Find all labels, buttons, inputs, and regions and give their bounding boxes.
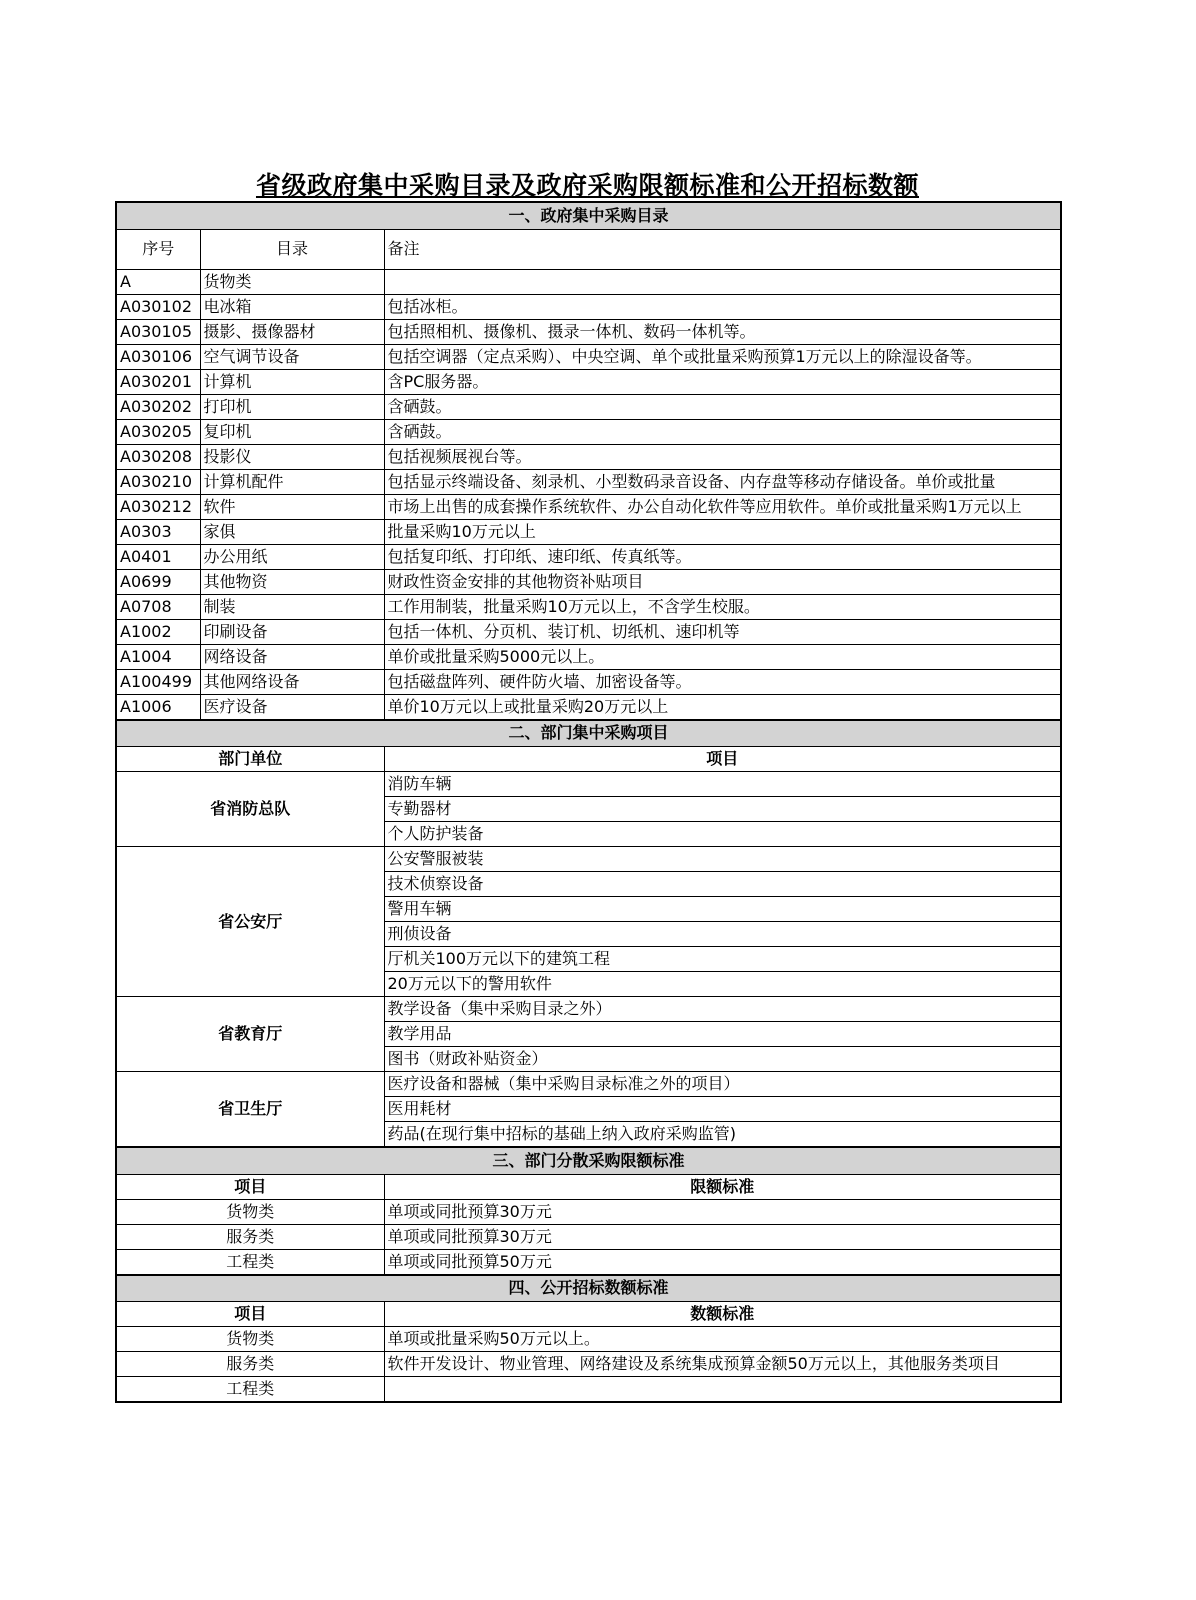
col-amount-header: 数额标准 (384, 1302, 1061, 1327)
table-row (116, 1072, 1061, 1097)
catalog-name: 软件 (200, 494, 384, 519)
catalog-note: 含硒鼓。 (384, 419, 1061, 444)
table-row (116, 269, 1061, 294)
col-seq-header: 序号 (116, 229, 200, 269)
table-row (116, 772, 1061, 797)
table-row (116, 494, 1061, 519)
catalog-code: A (116, 269, 200, 294)
catalog-code: A030202 (116, 394, 200, 419)
table-row (116, 344, 1061, 369)
table-row (116, 469, 1061, 494)
dept-item: 医用耗材 (384, 1097, 1061, 1122)
table-row (116, 544, 1061, 569)
catalog-note: 包括显示终端设备、刻录机、小型数码录音设备、内存盘等移动存储设备。单价或批量 (384, 469, 1061, 494)
catalog-name: 医疗设备 (200, 694, 384, 720)
catalog-code: A100499 (116, 669, 200, 694)
catalog-note: 单价10万元以上或批量采购20万元以上 (384, 694, 1061, 720)
table-row (116, 1352, 1061, 1377)
tender-standard: 单项或批量采购50万元以上。 (384, 1327, 1061, 1352)
catalog-note: 批量采购10万元以上 (384, 519, 1061, 544)
limit-standard: 单项或同批预算50万元 (384, 1249, 1061, 1275)
catalog-name: 网络设备 (200, 644, 384, 669)
dept-name: 省公安厅 (116, 847, 384, 997)
dept-item: 技术侦察设备 (384, 872, 1061, 897)
catalog-note: 含PC服务器。 (384, 369, 1061, 394)
catalog-name: 计算机配件 (200, 469, 384, 494)
table-row (116, 1327, 1061, 1352)
section-3-column-header (116, 1174, 1061, 1199)
section-1-column-header (116, 229, 1061, 269)
table-row (116, 394, 1061, 419)
col-item-header: 项目 (116, 1174, 384, 1199)
catalog-code: A030102 (116, 294, 200, 319)
section-3-header (116, 1147, 1061, 1174)
catalog-note: 包括磁盘阵列、硬件防火墙、加密设备等。 (384, 669, 1061, 694)
table-row (116, 369, 1061, 394)
section-1-header (116, 202, 1061, 229)
catalog-name: 空气调节设备 (200, 344, 384, 369)
catalog-name: 货物类 (200, 269, 384, 294)
table-row (116, 569, 1061, 594)
catalog-name: 制装 (200, 594, 384, 619)
catalog-note: 包括一体机、分页机、装订机、切纸机、速印机等 (384, 619, 1061, 644)
catalog-note (384, 269, 1061, 294)
catalog-code: A030208 (116, 444, 200, 469)
tender-item: 货物类 (116, 1327, 384, 1352)
col-catalog-header: 目录 (200, 229, 384, 269)
table-row (116, 444, 1061, 469)
table-row (116, 619, 1061, 644)
procurement-table (115, 201, 1062, 1403)
catalog-code: A030205 (116, 419, 200, 444)
dept-item: 厅机关100万元以下的建筑工程 (384, 947, 1061, 972)
section-2-column-header (116, 747, 1061, 772)
catalog-code: A030105 (116, 319, 200, 344)
col-note-header: 备注 (384, 229, 1061, 269)
table-row (116, 594, 1061, 619)
table-row (116, 319, 1061, 344)
table-row (116, 847, 1061, 872)
catalog-note: 包括复印纸、打印纸、速印纸、传真纸等。 (384, 544, 1061, 569)
catalog-note: 工作用制装，批量采购10万元以上，不含学生校服。 (384, 594, 1061, 619)
catalog-code: A030212 (116, 494, 200, 519)
col-limit-header: 限额标准 (384, 1174, 1061, 1199)
catalog-note: 财政性资金安排的其他物资补贴项目 (384, 569, 1061, 594)
dept-item: 刑侦设备 (384, 922, 1061, 947)
dept-item: 药品(在现行集中招标的基础上纳入政府采购监管) (384, 1122, 1061, 1148)
section-3-title: 三、部门分散采购限额标准 (116, 1147, 1061, 1174)
catalog-name: 复印机 (200, 419, 384, 444)
catalog-code: A030210 (116, 469, 200, 494)
catalog-name: 电冰箱 (200, 294, 384, 319)
col-item-header: 项目 (384, 747, 1061, 772)
limit-standard: 单项或同批预算30万元 (384, 1199, 1061, 1224)
section-1-title: 一、政府集中采购目录 (116, 202, 1061, 229)
catalog-code: A0699 (116, 569, 200, 594)
catalog-name: 其他网络设备 (200, 669, 384, 694)
dept-item: 警用车辆 (384, 897, 1061, 922)
dept-item: 20万元以下的警用软件 (384, 972, 1061, 997)
catalog-note: 包括空调器（定点采购）、中央空调、单个或批量采购预算1万元以上的除湿设备等。 (384, 344, 1061, 369)
table-row (116, 644, 1061, 669)
dept-name: 省消防总队 (116, 772, 384, 847)
table-row (116, 1224, 1061, 1249)
limit-item: 货物类 (116, 1199, 384, 1224)
dept-item: 教学设备（集中采购目录之外） (384, 997, 1061, 1022)
catalog-note: 包括冰柜。 (384, 294, 1061, 319)
catalog-name: 办公用纸 (200, 544, 384, 569)
limit-standard: 单项或同批预算30万元 (384, 1224, 1061, 1249)
dept-item: 医疗设备和器械（集中采购目录标准之外的项目） (384, 1072, 1061, 1097)
dept-name: 省卫生厅 (116, 1072, 384, 1148)
tender-item: 工程类 (116, 1377, 384, 1403)
table-row (116, 1377, 1061, 1403)
col-dept-header: 部门单位 (116, 747, 384, 772)
catalog-note: 市场上出售的成套操作系统软件、办公自动化软件等应用软件。单价或批量采购1万元以上 (384, 494, 1061, 519)
page-title: 省级政府集中采购目录及政府采购限额标准和公开招标数额 (255, 171, 919, 200)
dept-item: 消防车辆 (384, 772, 1061, 797)
catalog-name: 其他物资 (200, 569, 384, 594)
catalog-note: 含硒鼓。 (384, 394, 1061, 419)
dept-item: 教学用品 (384, 1022, 1061, 1047)
table-row (116, 519, 1061, 544)
limit-item: 服务类 (116, 1224, 384, 1249)
section-4-header (116, 1275, 1061, 1302)
table-row (116, 419, 1061, 444)
dept-item: 个人防护装备 (384, 822, 1061, 847)
catalog-name: 摄影、摄像器材 (200, 319, 384, 344)
catalog-name: 打印机 (200, 394, 384, 419)
table-row (116, 1249, 1061, 1275)
catalog-name: 家俱 (200, 519, 384, 544)
catalog-name: 投影仪 (200, 444, 384, 469)
table-row (116, 1199, 1061, 1224)
table-row (116, 669, 1061, 694)
section-2-title: 二、部门集中采购项目 (116, 720, 1061, 747)
tender-standard (384, 1377, 1061, 1403)
dept-item: 公安警服被装 (384, 847, 1061, 872)
section-4-column-header (116, 1302, 1061, 1327)
limit-item: 工程类 (116, 1249, 384, 1275)
section-2-header (116, 720, 1061, 747)
table-body (116, 202, 1061, 1402)
catalog-name: 印刷设备 (200, 619, 384, 644)
dept-name: 省教育厅 (116, 997, 384, 1072)
section-4-title: 四、公开招标数额标准 (116, 1275, 1061, 1302)
catalog-code: A030106 (116, 344, 200, 369)
tender-item: 服务类 (116, 1352, 384, 1377)
tender-standard: 软件开发设计、物业管理、网络建设及系统集成预算金额50万元以上，其他服务类项目 (384, 1352, 1061, 1377)
table-row (116, 294, 1061, 319)
catalog-name: 计算机 (200, 369, 384, 394)
table-row (116, 997, 1061, 1022)
catalog-code: A1004 (116, 644, 200, 669)
catalog-note: 包括照相机、摄像机、摄录一体机、数码一体机等。 (384, 319, 1061, 344)
catalog-note: 包括视频展视台等。 (384, 444, 1061, 469)
catalog-code: A030201 (116, 369, 200, 394)
catalog-code: A0303 (116, 519, 200, 544)
dept-item: 图书（财政补贴资金） (384, 1047, 1061, 1072)
catalog-code: A1006 (116, 694, 200, 720)
catalog-code: A0708 (116, 594, 200, 619)
table-row (116, 694, 1061, 720)
col-item-header: 项目 (116, 1302, 384, 1327)
catalog-note: 单价或批量采购5000元以上。 (384, 644, 1061, 669)
catalog-code: A1002 (116, 619, 200, 644)
catalog-code: A0401 (116, 544, 200, 569)
dept-item: 专勤器材 (384, 797, 1061, 822)
